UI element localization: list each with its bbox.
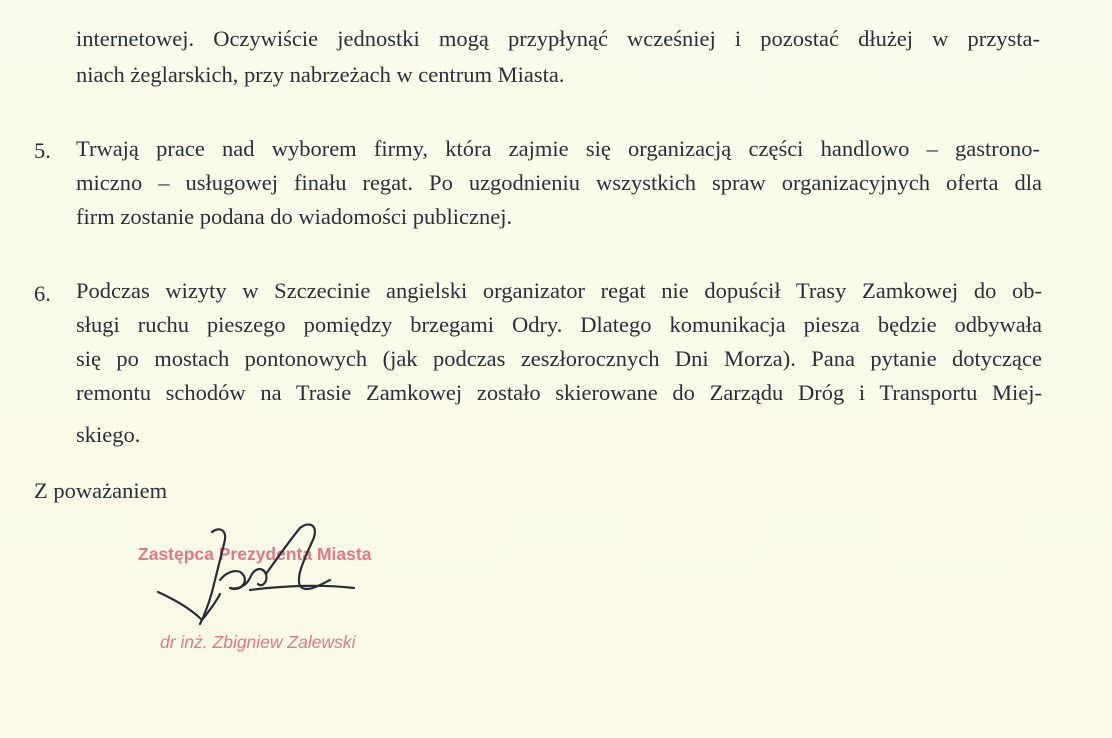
stamp-title: Zastępca Prezydenta Miasta (138, 544, 372, 564)
stamp-name: dr inż. Zbigniew Zalewski (160, 632, 356, 652)
point-5-line-2: miczno – usługowej finału regat. Po uzgodnieniu wszystkich spraw organizacyjnych oferta dla (76, 172, 1042, 195)
point-6-line-4: remontu schodów na Trasie Zamkowej zostało skierowane do Zarządu Dróg i Transportu Miej- (76, 382, 1042, 405)
closing-salutation: Z poważaniem (34, 478, 168, 503)
point-6-line-5: skiego. (76, 422, 141, 447)
point-6-line-2: sługi ruchu pieszego pomiędzy brzegami Odry. Dlatego komunikacja piesza będzie odbywała (76, 314, 1042, 337)
point-6-line-1: Podczas wizyty w Szczecinie angielski organizator regat nie dopuścił Trasy Zamkowej do ob- (76, 280, 1042, 303)
point-5-line-1: Trwają prace nad wyborem firmy, która zajmie się organizacją części handlowo – gastrono- (76, 138, 1040, 161)
point-5-number: 5. (34, 138, 51, 163)
point-5-line-3: firm zostanie podana do wiadomości publicznej. (76, 204, 513, 229)
intro-line-1: internetowej. Oczywiście jednostki mogą przypłynąć wcześniej i pozostać dłużej w przysta- (76, 28, 1040, 51)
signature-graphic (150, 520, 370, 640)
intro-line-2: niach żeglarskich, przy nabrzeżach w centrum Miasta. (76, 62, 565, 87)
point-6-number: 6. (34, 281, 51, 306)
point-6-line-3: się po mostach pontonowych (jak podczas zeszłorocznych Dni Morza). Pana pytanie dotyczące (76, 348, 1042, 371)
